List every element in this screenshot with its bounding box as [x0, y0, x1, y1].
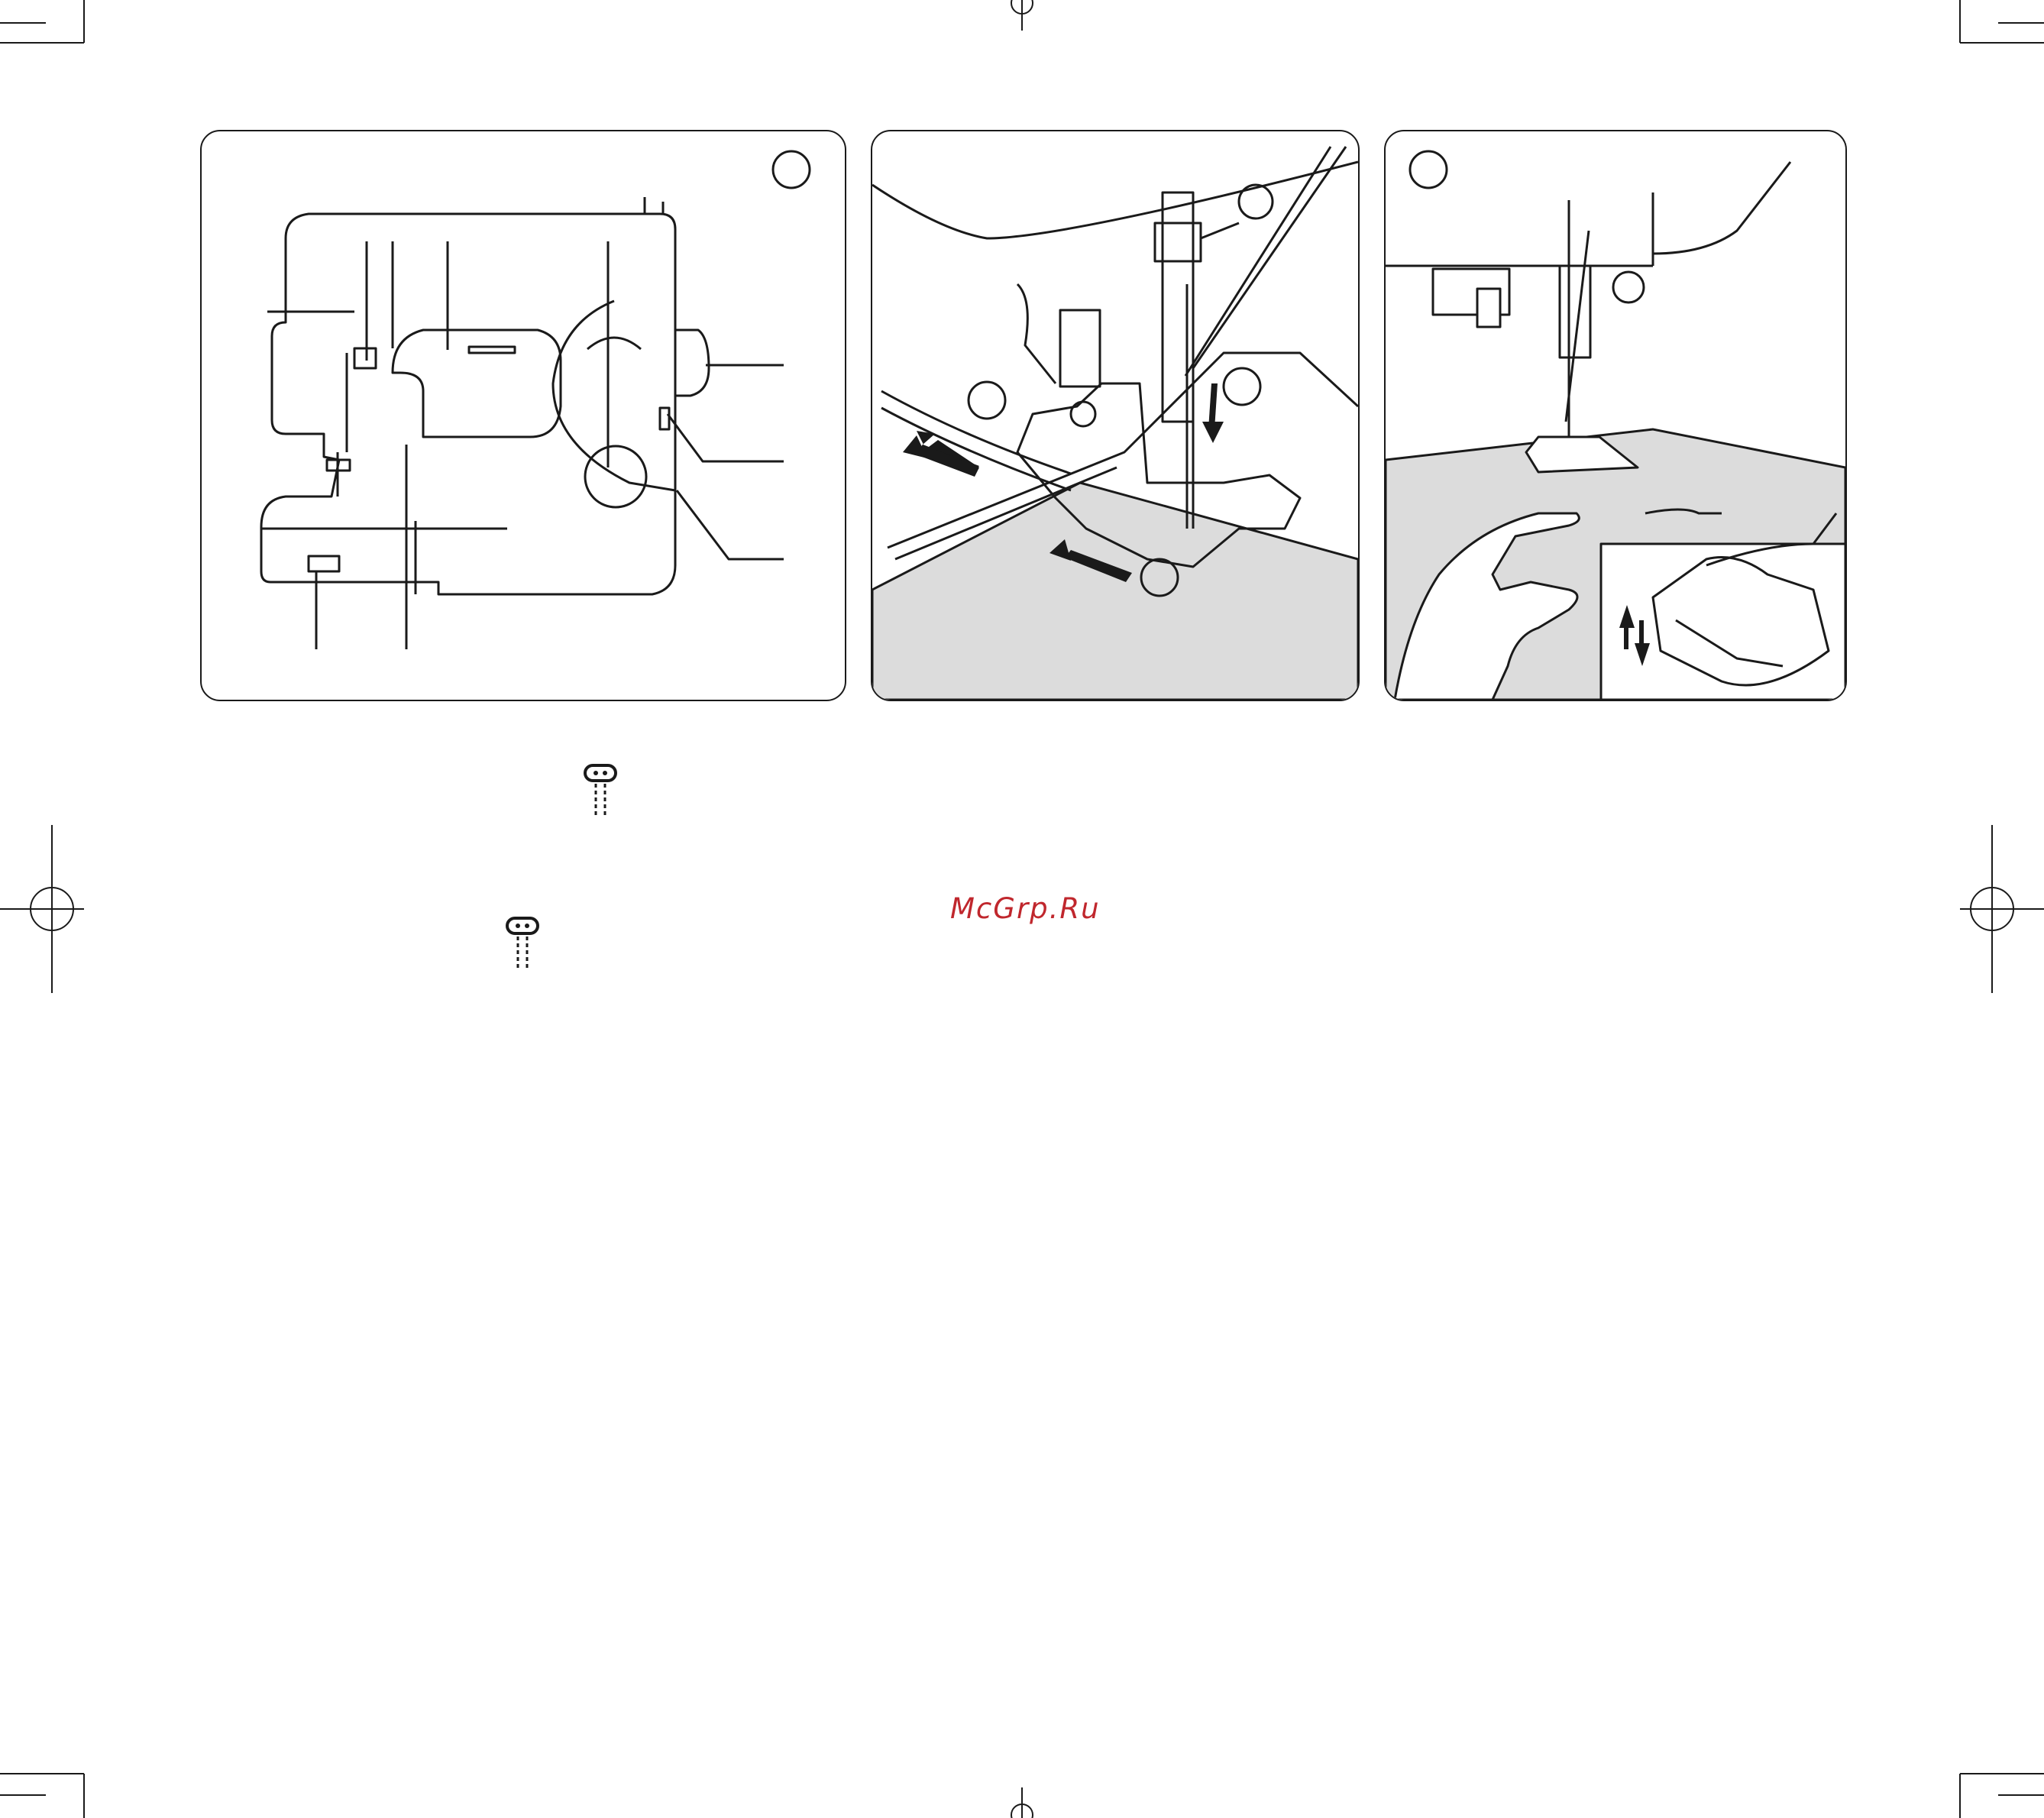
- panel-machine-overview: [200, 130, 846, 701]
- callout-circle: [1410, 151, 1447, 188]
- callout-circle: [773, 151, 810, 188]
- panel-hands-guiding-fabric: [1384, 130, 1847, 701]
- watermark-text: McGrp.Ru: [950, 892, 1101, 925]
- presser-foot-stitch-icon: [504, 914, 541, 970]
- panel-presser-foot-fabric: [871, 130, 1360, 701]
- callout-circle: [969, 382, 1005, 419]
- presser-foot-stitch-icon: [582, 761, 619, 817]
- callout-circle: [1224, 368, 1260, 405]
